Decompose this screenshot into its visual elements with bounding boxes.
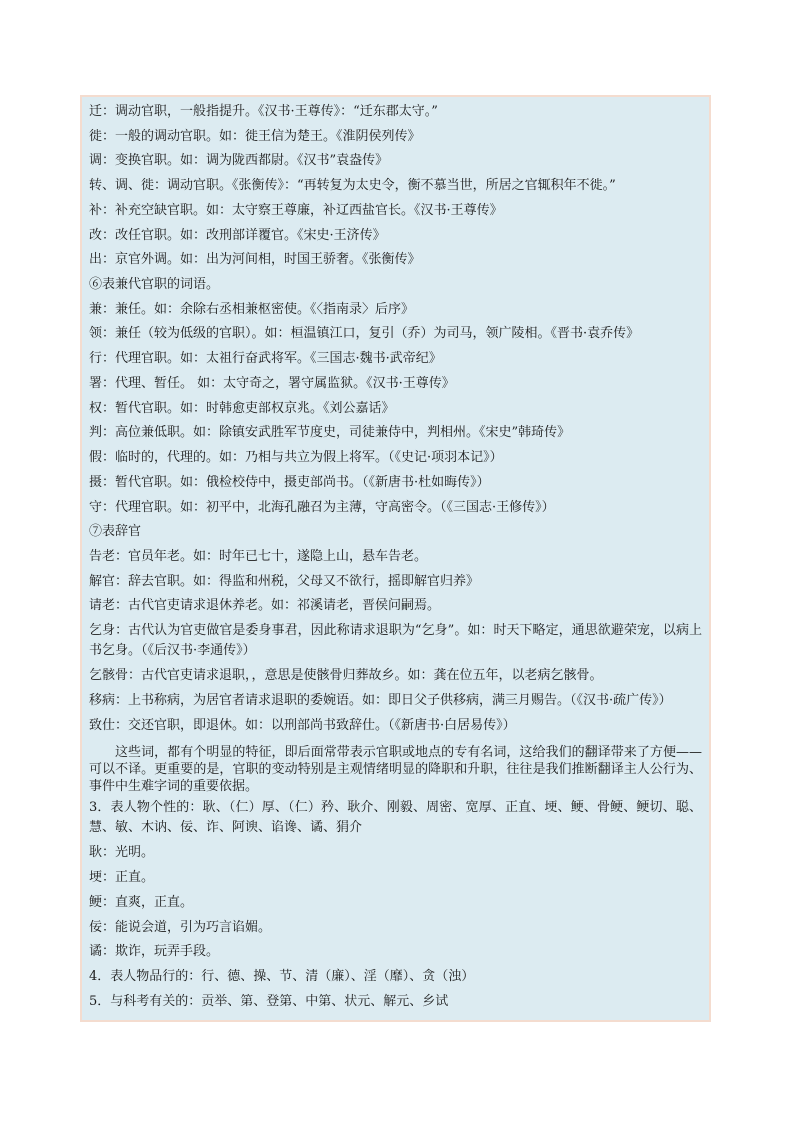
entry-qishen: 乞身：古代认为官吏做官是委身事君，因此称请求退职为“乞身”。如：时天下略定，通思欲避荣宠，以病上书乞身。（《后汉书·李通传》）: [89, 623, 702, 659]
entry-she: 摄：暂代官职。如：俄检校侍中，摄吏部尚书。（《新唐书·杜如晦传》）: [89, 474, 490, 490]
entry-xing: 行：代理官职。如：太祖行奋武将军。《三国志·魏书·武帝纪》: [89, 351, 442, 367]
entry-pan: 判：高位兼低职。如：除镇安武胜军节度史，司徒兼侍中，判相州。《宋史”韩琦传》: [89, 425, 571, 441]
entry-zhishi: 致仕：交还官职，即退休。如：以刑部尚书致辞仕。（《新唐书·白居易传》）: [89, 717, 516, 733]
entry-gaolao: 告老：官员年老。如：时年已七十，遂隐上山，悬车告老。: [89, 548, 428, 564]
entry-geng: 耿：光明。: [89, 845, 155, 861]
entry-diao: 调：变换官职。如：调为陇西都尉。《汉书”袁盎传》: [89, 153, 389, 169]
entry-chu: 出：京官外调。如：出为河间相，时国王骄奢。《张衡传》: [89, 252, 421, 268]
entry-jue: 谲：欺诈，玩弄手段。: [89, 944, 220, 960]
entry-ning: 佞：能说会道，引为巧言谄媚。: [89, 919, 272, 935]
entry-ling: 领：兼任（较为低级的官职）。如：桓温镇江口，复引（乔）为司马，领广陵相。《晋书·袁乔传》: [89, 326, 640, 342]
entry-gai: 改：改任官职。如：改刑部详覆官。《宋史·王济传》: [89, 227, 386, 243]
entry-qinglao: 请老：古代官吏请求退休养老。如：祁溪请老，晋侯问嗣焉。: [89, 598, 441, 614]
document-panel: [80, 95, 711, 1022]
entry-shou: 守：代理官职。如：初平中，北海孔融召为主薄，守高密令。（《三国志·王修传》）: [89, 499, 555, 515]
entry-jia: 假：临时的，代理的。如：乃相与共立为假上将军。（《史记·项羽本记》）: [89, 450, 503, 466]
entry-qian: 迁：调动官职，一般指提升。《汉书·王尊传》：“迁东郡太守。”: [89, 104, 438, 119]
entry-yibing: 移病：上书称病，为居官者请求退职的委婉语。如：即日父子供移病，满三月赐告。（《汉书·疏广传》）: [89, 692, 672, 708]
entry-zhuan: 转、调、徙：调动官职。《张衡传》：“再转复为太史令，衡不慕当世，所居之官辄积年不徙。”: [89, 178, 616, 194]
entry-summary: 这些词，都有个明显的特征，即后面常带表示官职或地点的专有名词，这给我们的翻译带来了方便——可以不译。更重要的是，官职的变动特别是主观情绪明显的降职和升职，往往是我们推断翻译主人公行为、事件中生难字词的重要依据。: [89, 745, 702, 795]
entry-qihaigu: 乞骸骨：古代官吏请求退职，，意思是使骸骨归葬故乡。如：龚在位五年，以老病乞骸骨。: [89, 668, 603, 684]
entry-bu: 补：补充空缺官职。如：太守察王尊廉，补辽西盐官长。《汉书·王尊传》: [89, 202, 503, 218]
entry-jian: 兼：兼任。如：余除右丞相兼枢密使。《〈指南录〉后序》: [89, 301, 415, 317]
entry-shu: 署：代理、暂任。 如：太守奇之，署守属监狱。《汉书·王尊传》: [89, 376, 455, 392]
entry-geng2: 埂：正直。: [89, 870, 155, 886]
entry-xi: 徙：一般的调动官职。如：徙王信为楚王。《淮阴侯列传》: [89, 128, 421, 144]
entry-geng3: 鲠：直爽，正直。: [89, 894, 194, 910]
entry-section3: 3．表人物个性的：耿、（仁）厚、（仁）矜、耿介、刚毅、周密、宽厚、正直、埂、鲠、骨鲠、鲠切、聪、慧、敏、木讷、佞、诈、阿谀、谄谗、谲、狷介: [89, 800, 702, 836]
entry-jieguan: 解官：辞去官职。如：得监和州税，父母又不欲行，摇即解官归养》: [89, 573, 480, 589]
entry-heading6: ⑥表兼代官职的词语。: [89, 276, 220, 292]
entry-quan: 权：暂代官职。如：时韩愈吏部权京兆。《刘公嘉话》: [89, 400, 395, 416]
entry-section4: 4．表人物品行的：行、德、操、节、清（廉）、淫（靡）、贪（浊）: [89, 968, 475, 984]
entry-heading7: ⑦表辞官: [89, 524, 142, 540]
entry-section5: 5．与科考有关的：贡举、第、登第、中第、状元、解元、乡试: [89, 993, 449, 1009]
